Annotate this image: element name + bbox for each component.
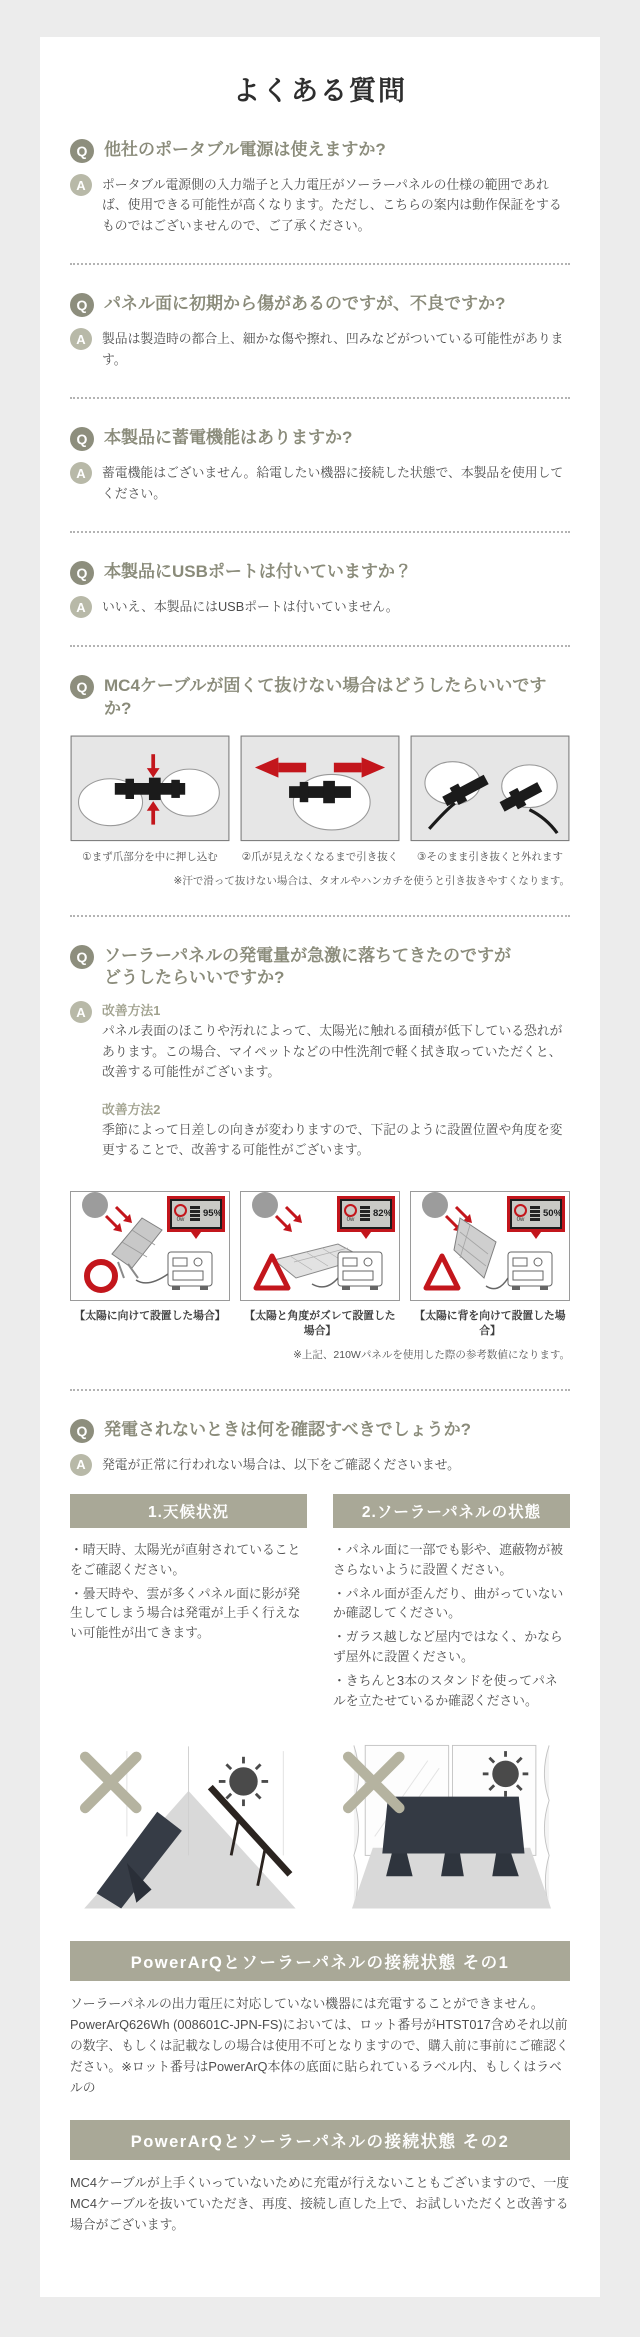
answer-badge-icon: A	[70, 1001, 92, 1023]
question-text: 他社のポータブル電源は使えますか?	[104, 140, 386, 159]
answer-badge-icon: A	[70, 462, 92, 484]
mc4-step1-illustration	[70, 735, 230, 842]
mc4-step-figures	[70, 735, 570, 842]
case1-caption: 【太陽に向けて設置した場合】	[74, 1309, 226, 1322]
method2-label: 改善方法2	[102, 1101, 161, 1117]
panel-state-column-header: 2.ソーラーパネルの状態	[333, 1494, 570, 1528]
battery-icon	[360, 1206, 370, 1221]
question-text: 本製品にUSBポートは付いていますか？	[104, 562, 412, 582]
connection1-body: ソーラーパネルの出力電圧に対応していない機器には充電することができません。PowerArQ626Wh (008601C-JPN-FS)においては、ロット番号がHTST017含めそれ以前の数字、もしくは記載なしの場合は使用不可となりますので、購入前に事前にご確認ください。※ロット番号はPowerArQ本体の底面に貼られているラベル内、もしくはラベルの	[70, 1995, 569, 2095]
weather-column	[70, 1494, 307, 1715]
battery-percent: 95%	[203, 1208, 223, 1220]
balcony-shade-scene	[70, 1737, 307, 1915]
check-columns	[70, 1494, 570, 1715]
answer-text: 蓄電機能はございません。給電したい機器に接続した状態で、本製品を使用してください。	[102, 465, 564, 501]
battery-display	[167, 1196, 225, 1244]
answer-badge-icon: A	[70, 328, 92, 350]
case2-illustration	[240, 1191, 400, 1301]
indoor-window-scene	[333, 1737, 570, 1915]
pointer-icon	[531, 1232, 541, 1244]
divider	[70, 915, 570, 917]
question-badge-icon: Q	[70, 1419, 94, 1443]
mc4-step1-caption: ①まず爪部分を中に押し込む	[82, 850, 218, 863]
panel-state-line: ・パネル面が歪んだり、曲がっていないか確認してください。	[333, 1585, 564, 1621]
mc4-push-tabs-icon	[70, 735, 230, 842]
question-badge-icon: Q	[70, 293, 94, 317]
battery-icon	[530, 1206, 540, 1221]
panel-state-column	[333, 1494, 570, 1715]
panel-state-line: ・きちんと3本のスタンドを使ってパネルを立たせているか確認ください。	[333, 1672, 558, 1708]
mc4-pull-apart-icon	[240, 735, 400, 842]
divider	[70, 1389, 570, 1391]
placement-case-captions	[70, 1309, 570, 1339]
mc4-step-captions	[70, 850, 570, 865]
sun-icon	[422, 1192, 448, 1218]
wattage-value: 0w	[516, 1217, 525, 1224]
question-text: 発電されないときは何を確認すべきでしょうか?	[104, 1419, 472, 1439]
reference-note: ※上記、210Wパネルを使用した際の参考数値になります。	[293, 1348, 570, 1361]
bad-placement-scenes	[70, 1737, 570, 1915]
question-line1: ソーラーパネルの発電量が急激に落ちてきたのですが	[104, 945, 511, 965]
weather-column-header: 1.天候状況	[70, 1494, 307, 1528]
battery-display	[507, 1196, 565, 1244]
divider	[70, 397, 570, 399]
pointer-icon	[191, 1232, 201, 1244]
power-station-icon	[486, 1252, 552, 1290]
wattage-gauge-icon	[514, 1204, 527, 1223]
connection1-banner: PowerArQとソーラーパネルの接続状態 その1	[70, 1941, 570, 1981]
caution-triangle-mark-icon	[426, 1256, 458, 1288]
x-mark-icon	[85, 1756, 136, 1807]
wattage-value: 0w	[176, 1217, 185, 1224]
battery-percent: 82%	[373, 1208, 393, 1220]
panel-behind-glass-icon	[333, 1737, 570, 1915]
question-badge-icon: Q	[70, 561, 94, 585]
power-station-icon	[136, 1252, 212, 1290]
divider	[70, 531, 570, 533]
wattage-gauge-icon	[344, 1204, 357, 1223]
battery-percent: 50%	[543, 1208, 563, 1220]
mc4-step3-illustration	[410, 735, 570, 842]
question-text: MC4ケーブルが固くて抜けない場合はどうしたらいいですか?	[104, 676, 547, 719]
battery-icon	[190, 1206, 200, 1221]
question-badge-icon: Q	[70, 139, 94, 163]
case1-illustration	[70, 1191, 230, 1301]
ok-circle-mark-icon	[87, 1262, 115, 1290]
faq-item-power-drop	[70, 944, 570, 1362]
question-text: 本製品に蓄電機能はありますか?	[104, 428, 353, 448]
weather-line: ・晴天時、太陽光が直射されていることをご確認ください。	[70, 1541, 301, 1577]
divider	[70, 645, 570, 647]
question-badge-icon: Q	[70, 427, 94, 451]
faq-item-4	[70, 560, 570, 618]
mc4-step2-illustration	[240, 735, 400, 842]
placement-case-figures	[70, 1191, 570, 1301]
question-badge-icon: Q	[70, 675, 94, 699]
panel-state-line: ・ガラス越しなど屋内ではなく、かならず屋外に設置ください。	[333, 1629, 563, 1665]
pointer-icon	[361, 1232, 371, 1244]
page-title: よくある質問	[233, 76, 407, 106]
case2-caption: 【太陽と角度がズレて設置した場合】	[244, 1309, 396, 1337]
question-line2: どうしたらいいですか?	[104, 968, 285, 988]
question-text	[104, 945, 511, 991]
divider	[70, 263, 570, 265]
case3-illustration	[410, 1191, 570, 1301]
mc4-step2-caption: ②爪が見えなくなるまで引き抜く	[241, 850, 399, 863]
faq-item-check	[70, 1418, 570, 1915]
case3-caption: 【太陽に背を向けて設置した場合】	[414, 1309, 566, 1337]
solar-panel-icon	[454, 1218, 496, 1278]
question-text: パネル面に初期から傷があるのですが、不良ですか?	[104, 294, 506, 314]
answer-text: 製品は製造時の都合上、細かな傷や擦れ、凹みなどがついている可能性があります。	[102, 331, 564, 367]
answer-text: 発電が正常に行われない場合は、以下をご確認くださいませ。	[102, 1456, 460, 1472]
faq-item-mc4	[70, 674, 570, 887]
faq-item-2	[70, 292, 570, 370]
answer-text: ポータブル電源側の入力端子と入力電圧がソーラーパネルの仕様の範囲であれば、使用できる可能性が高くなります。ただし、こちらの案内は動作保証をするものではございませんので、ご了承ください。	[102, 177, 562, 233]
faq-item-3	[70, 426, 570, 504]
sun-icon	[252, 1192, 278, 1218]
method2-text: 季節によって日差しの向きが変わりますので、下記のように設置位置や角度を変更することで、改善する可能性がございます。	[102, 1121, 563, 1158]
curtain-icon	[544, 1745, 549, 1906]
method1-text: パネル表面のほこりや汚れによって、太陽光に触れる面積が低下している恐れがあります。この場合、マイペットなどの中性洗剤で軽く拭き取っていただくと、改善する可能性がございます。	[102, 1023, 563, 1080]
weather-line: ・曇天時や、雲が多くパネル面に影が発生してしまう場合は発電が上手く行えない可能性が出てきます。	[70, 1585, 301, 1641]
faq-card	[40, 37, 600, 2297]
panel-stand-icon	[441, 1853, 464, 1876]
answer-badge-icon: A	[70, 1454, 92, 1476]
sun-icon	[82, 1192, 108, 1218]
answer-badge-icon: A	[70, 596, 92, 618]
sun-icon	[219, 1756, 268, 1805]
answer-badge-icon: A	[70, 174, 92, 196]
wattage-gauge-icon	[174, 1204, 187, 1223]
mc4-separated-icon	[410, 735, 570, 842]
mc4-step3-caption: ③そのまま引き抜くと外れます	[417, 850, 563, 863]
connection2-banner: PowerArQとソーラーパネルの接続状態 その2	[70, 2120, 570, 2160]
question-badge-icon: Q	[70, 945, 94, 969]
mc4-note: ※汗で滑って抜けない場合は、タオルやハンカチを使うと引き抜きやすくなります。	[173, 874, 570, 887]
panel-in-shade-icon	[70, 1737, 307, 1915]
wattage-value: 0w	[346, 1217, 355, 1224]
answer-text: いいえ、本製品にはUSBポートは付いていません。	[102, 599, 399, 615]
panel-state-line: ・パネル面に一部でも影や、遮蔽物が被さらないように設置ください。	[333, 1541, 564, 1577]
method1-label: 改善方法1	[102, 1003, 161, 1019]
connection2-body: MC4ケーブルが上手くいっていないために充電が行えないこともございますので、一度MC4ケーブルを抜いていただき、再度、接続し直した上で、お試しいただくと改善する場合がございます。	[70, 2175, 570, 2233]
battery-display	[337, 1196, 395, 1244]
faq-item-1	[70, 138, 570, 236]
